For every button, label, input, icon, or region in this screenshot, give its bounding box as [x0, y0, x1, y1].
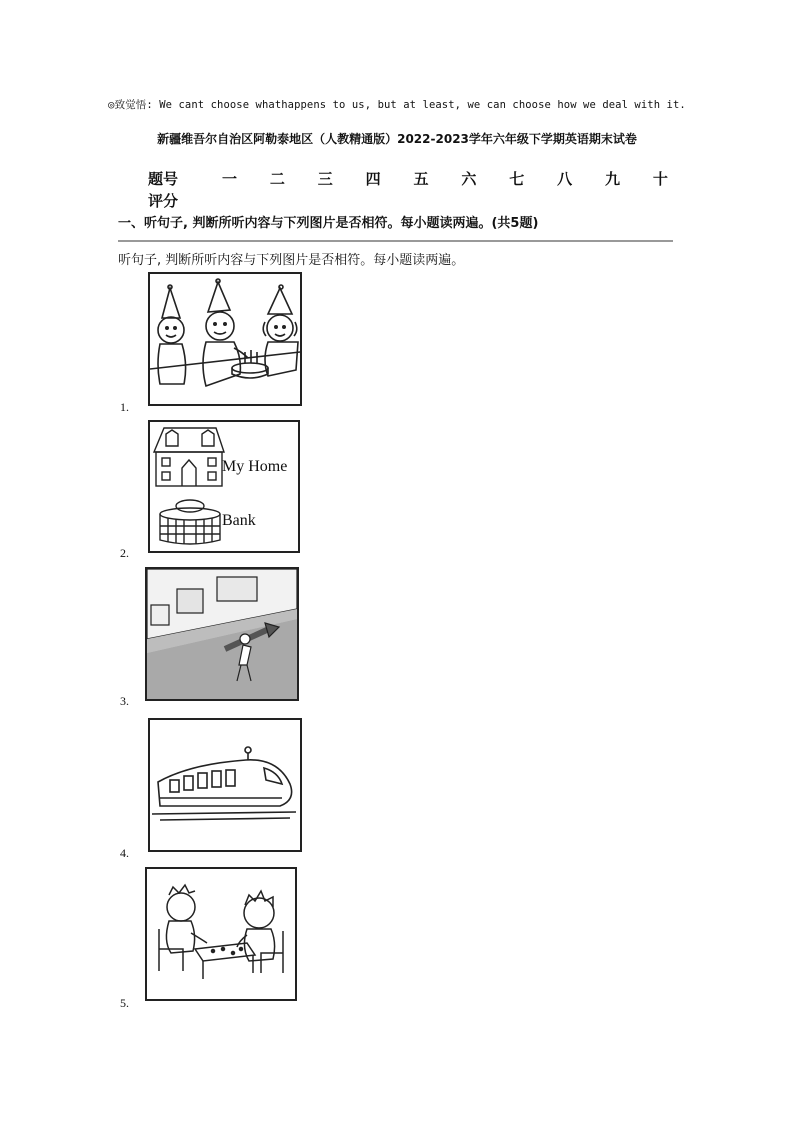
score-column: 三	[317, 169, 333, 188]
score-row-numbers	[148, 167, 668, 189]
question-number: 1.	[120, 400, 129, 414]
divider	[118, 240, 673, 242]
score-row-label: 评分	[148, 191, 179, 210]
page-title: 新疆维吾尔自治区阿勒泰地区（人教精通版）2022-2023学年六年级下学期英语期末试卷	[157, 132, 637, 146]
score-column: 二	[269, 169, 285, 188]
bank-label: Bank	[222, 512, 256, 529]
score-column: 十	[652, 169, 668, 188]
birthday-party-picture	[148, 272, 302, 406]
score-column: 五	[413, 169, 429, 188]
question-number: 4.	[120, 846, 129, 860]
score-row-scores	[148, 189, 668, 211]
score-column: 九	[605, 169, 621, 188]
section-heading: 一、听句子, 判断所听内容与下列图片是否相符。每小题读两遍。(共5题)	[118, 216, 539, 231]
score-column: 四	[365, 169, 381, 188]
question-number: 5.	[120, 996, 129, 1010]
score-table	[148, 167, 668, 211]
home-and-bank-picture	[148, 420, 300, 553]
home-label: My Home	[222, 458, 288, 475]
train-picture	[148, 718, 302, 852]
section-instruction: 听句子, 判断所听内容与下列图片是否相符。每小题读两遍。	[118, 253, 465, 268]
score-column: 六	[461, 169, 477, 188]
score-column: 一	[222, 169, 238, 188]
boy-crossing-street-picture	[145, 567, 299, 701]
header-quote: ◎致觉悟: We cant choose whathappens to us, but at least, we can choose how we deal with it.	[108, 99, 686, 111]
question-number: 3.	[120, 694, 129, 708]
score-row-label: 题号	[148, 169, 179, 188]
score-column: 八	[557, 169, 573, 188]
score-column: 七	[509, 169, 525, 188]
question-number: 2.	[120, 546, 129, 560]
boys-playing-chess-picture	[145, 867, 297, 1001]
